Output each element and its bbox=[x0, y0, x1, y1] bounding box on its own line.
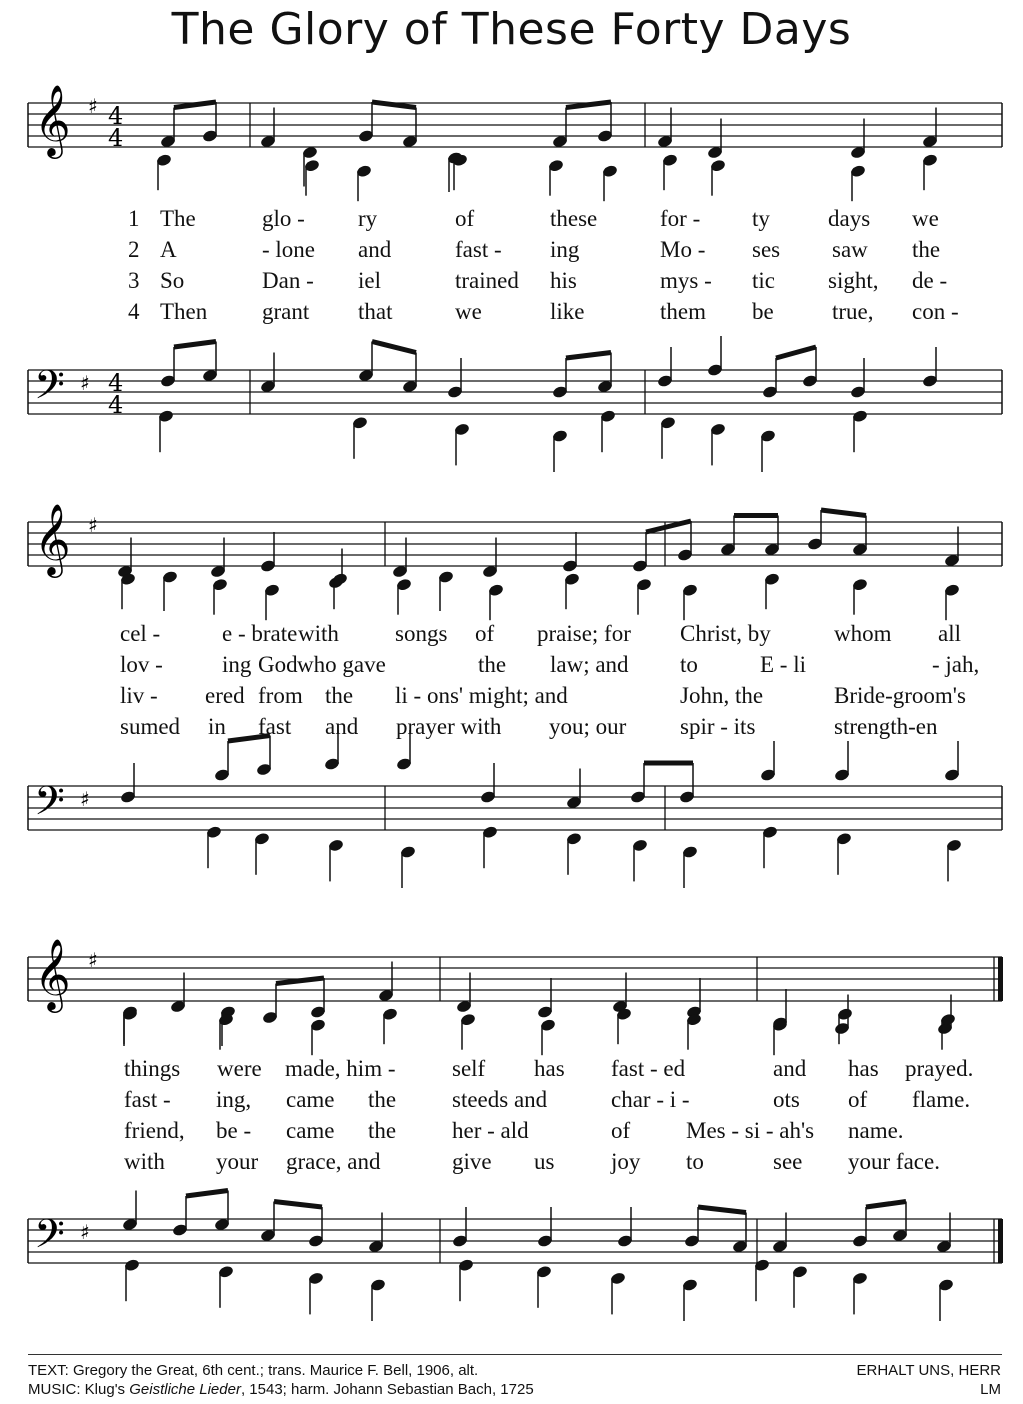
note-beam bbox=[186, 1191, 228, 1197]
tune-info bbox=[857, 1361, 1001, 1399]
lyric-syllable: God bbox=[258, 652, 298, 677]
lyric-syllable: praise; for bbox=[537, 621, 631, 646]
lyric-syllable: grant bbox=[262, 299, 310, 324]
lyric-syllable: true, bbox=[832, 299, 874, 324]
treble-clef: 𝄞 bbox=[34, 937, 71, 1010]
lyric-syllable: strength-en bbox=[834, 714, 938, 739]
lyric-syllable: of bbox=[455, 206, 475, 231]
lyric-syllable: days bbox=[828, 206, 871, 231]
lyric-syllable: the bbox=[912, 237, 941, 262]
lyric-syllable: of bbox=[848, 1087, 868, 1112]
final-barline bbox=[998, 957, 1003, 1001]
lyric-syllable: give bbox=[452, 1149, 492, 1174]
lyric-syllable: we bbox=[455, 299, 482, 324]
lyric-syllable: Christ, by bbox=[680, 621, 771, 646]
lyric-syllable: fast bbox=[258, 714, 292, 739]
time-signature: 4 bbox=[108, 124, 124, 152]
lyric-syllable: the bbox=[368, 1087, 397, 1112]
lyric-syllable: came bbox=[286, 1087, 335, 1112]
lyric-syllable: de - bbox=[912, 268, 948, 293]
time-signature: 4 bbox=[108, 391, 124, 419]
lyric-syllable: of bbox=[475, 621, 495, 646]
lyric-syllable: grace, and bbox=[286, 1149, 381, 1174]
lyric-syllable: them bbox=[660, 299, 706, 324]
note-beam bbox=[698, 1207, 746, 1213]
verse-number: 1 bbox=[128, 206, 140, 231]
lyric-syllable: these bbox=[550, 206, 598, 231]
key-signature: ♯ bbox=[80, 371, 90, 395]
lyric-syllable: self bbox=[452, 1056, 486, 1081]
lyric-syllable: Dan - bbox=[262, 268, 314, 293]
lyric-syllable: that bbox=[358, 299, 393, 324]
meter: LM bbox=[980, 1381, 1001, 1398]
lyric-syllable: sumed bbox=[120, 714, 181, 739]
lyric-syllable: A bbox=[160, 237, 177, 262]
lyric-syllable: all bbox=[938, 621, 961, 646]
key-signature: ♯ bbox=[88, 513, 98, 537]
lyric-syllable: The bbox=[160, 206, 196, 231]
lyric-syllable: So bbox=[160, 268, 185, 293]
lyric-syllable: cel - bbox=[120, 621, 161, 646]
lyric-syllable: Mes - si - ah's bbox=[686, 1118, 815, 1143]
note-beam bbox=[372, 342, 416, 353]
lyric-syllable: - jah, bbox=[932, 652, 980, 677]
lyric-syllable: saw bbox=[832, 237, 868, 262]
lyric-syllable: has bbox=[848, 1056, 879, 1081]
lyric-syllable: Mo - bbox=[660, 237, 706, 262]
lyric-syllable: Bride-groom's bbox=[834, 683, 966, 708]
lyric-syllable: from bbox=[258, 683, 303, 708]
lyric-syllable: of bbox=[611, 1118, 631, 1143]
lyric-syllable: joy bbox=[611, 1149, 641, 1174]
lyric-syllable: ing, bbox=[216, 1087, 252, 1112]
lyric-syllable: char - i - bbox=[611, 1087, 690, 1112]
tune-name: ERHALT UNS, HERR bbox=[856, 1362, 1001, 1379]
lyric-syllable: name. bbox=[848, 1118, 904, 1143]
lyric-syllable: the bbox=[478, 652, 507, 677]
lyric-syllable: steeds and bbox=[452, 1087, 548, 1112]
lyric-syllable: iel bbox=[358, 268, 381, 293]
lyric-syllable: sight, bbox=[828, 268, 879, 293]
verse-number: 4 bbox=[128, 299, 140, 324]
treble-clef: 𝄞 bbox=[34, 83, 71, 156]
note-beam bbox=[776, 347, 816, 358]
bass-clef: 𝄢 bbox=[34, 778, 65, 834]
text-credit: TEXT: Gregory the Great, 6th cent.; trans. Maurice F. Bell, 1906, alt. bbox=[28, 1362, 479, 1379]
note-beam bbox=[646, 521, 691, 532]
lyric-syllable: E - li bbox=[760, 652, 806, 677]
note-beam bbox=[821, 510, 866, 516]
lyric-syllable: mys - bbox=[660, 268, 712, 293]
lyric-syllable: to bbox=[686, 1149, 704, 1174]
lyric-syllable: we bbox=[912, 206, 939, 231]
lyric-syllable: your face. bbox=[848, 1149, 940, 1174]
lyric-syllable: spir - its bbox=[680, 714, 756, 739]
footer-divider bbox=[28, 1354, 1002, 1355]
lyric-syllable: ry bbox=[358, 206, 378, 231]
note-beam bbox=[566, 353, 611, 359]
lyric-syllable: liv - bbox=[120, 683, 158, 708]
lyric-syllable: e - brate bbox=[222, 621, 298, 646]
lyric-syllable: has bbox=[534, 1056, 565, 1081]
lyric-syllable: came bbox=[286, 1118, 335, 1143]
music-credit: MUSIC: Klug's Geistliche Lieder, 1543; harm. Johann Sebastian Bach, 1725 bbox=[28, 1381, 534, 1398]
lyric-syllable: made, him - bbox=[285, 1056, 396, 1081]
lyric-syllable: you; our bbox=[549, 714, 627, 739]
hymn-title: The Glory of These Forty Days bbox=[171, 4, 852, 55]
verse-number: 3 bbox=[128, 268, 140, 293]
lyric-syllable: flame. bbox=[912, 1087, 971, 1112]
lyric-syllable: ing bbox=[222, 652, 252, 677]
lyric-syllable: - lone bbox=[262, 237, 316, 262]
lyric-syllable: law; and bbox=[550, 652, 629, 677]
credits-text bbox=[28, 1361, 534, 1399]
lyric-syllable: to bbox=[680, 652, 698, 677]
lyric-syllable: ty bbox=[752, 206, 770, 231]
lyric-syllable: friend, bbox=[124, 1118, 185, 1143]
final-barline bbox=[998, 1219, 1003, 1263]
lyric-syllable: con - bbox=[912, 299, 959, 324]
time-signature: 4 bbox=[108, 102, 124, 130]
lyric-syllable: with bbox=[298, 621, 339, 646]
lyric-syllable: and bbox=[358, 237, 392, 262]
lyric-syllable: prayer with bbox=[396, 714, 502, 739]
lyric-syllable: in bbox=[208, 714, 226, 739]
lyric-syllable: fast - bbox=[455, 237, 502, 262]
lyric-syllable: things bbox=[124, 1056, 181, 1081]
note-beam bbox=[274, 1202, 322, 1208]
lyric-syllable: li - ons' might; and bbox=[395, 683, 568, 708]
note-beam bbox=[174, 342, 216, 348]
lyric-syllable: the bbox=[368, 1118, 397, 1143]
treble-clef: 𝄞 bbox=[34, 502, 71, 575]
lyric-syllable: trained bbox=[455, 268, 519, 293]
bass-clef: 𝄢 bbox=[34, 362, 65, 418]
lyric-syllable: with bbox=[124, 1149, 165, 1174]
key-signature: ♯ bbox=[80, 1220, 90, 1244]
lyric-syllable: see bbox=[773, 1149, 803, 1174]
verse-number: 2 bbox=[128, 237, 140, 262]
time-signature: 4 bbox=[108, 369, 124, 397]
lyric-syllable: and bbox=[773, 1056, 807, 1081]
lyric-syllable: glo - bbox=[262, 206, 305, 231]
lyric-syllable: ots bbox=[773, 1087, 800, 1112]
lyric-syllable: be bbox=[752, 299, 774, 324]
lyric-syllable: John, the bbox=[680, 683, 764, 708]
key-signature: ♯ bbox=[88, 948, 98, 972]
lyric-syllable: songs bbox=[395, 621, 448, 646]
lyric-syllable: lov - bbox=[120, 652, 163, 677]
lyric-syllable: who gave bbox=[297, 652, 386, 677]
key-signature: ♯ bbox=[80, 787, 90, 811]
lyric-syllable: prayed. bbox=[905, 1056, 974, 1081]
lyric-syllable: ered bbox=[205, 683, 245, 708]
lyric-syllable: us bbox=[534, 1149, 555, 1174]
lyric-syllable: ses bbox=[752, 237, 781, 262]
lyric-syllable: like bbox=[550, 299, 585, 324]
lyric-syllable: and bbox=[325, 714, 359, 739]
lyric-syllable: the bbox=[325, 683, 354, 708]
lyric-syllable: be - bbox=[216, 1118, 252, 1143]
lyric-syllable: ing bbox=[550, 237, 580, 262]
key-signature: ♯ bbox=[88, 94, 98, 118]
lyric-syllable: whom bbox=[834, 621, 892, 646]
note-beam bbox=[866, 1202, 906, 1208]
lyric-syllable: her - ald bbox=[452, 1118, 529, 1143]
lyric-syllable: for - bbox=[660, 206, 701, 231]
lyric-syllable: Then bbox=[160, 299, 208, 324]
lyric-syllable: his bbox=[550, 268, 577, 293]
lyric-syllable: were bbox=[217, 1056, 262, 1081]
lyric-syllable: tic bbox=[752, 268, 775, 293]
bass-clef: 𝄢 bbox=[34, 1211, 65, 1267]
lyric-syllable: fast - bbox=[124, 1087, 171, 1112]
lyric-syllable: fast - ed bbox=[611, 1056, 686, 1081]
lyric-syllable: your bbox=[216, 1149, 259, 1174]
